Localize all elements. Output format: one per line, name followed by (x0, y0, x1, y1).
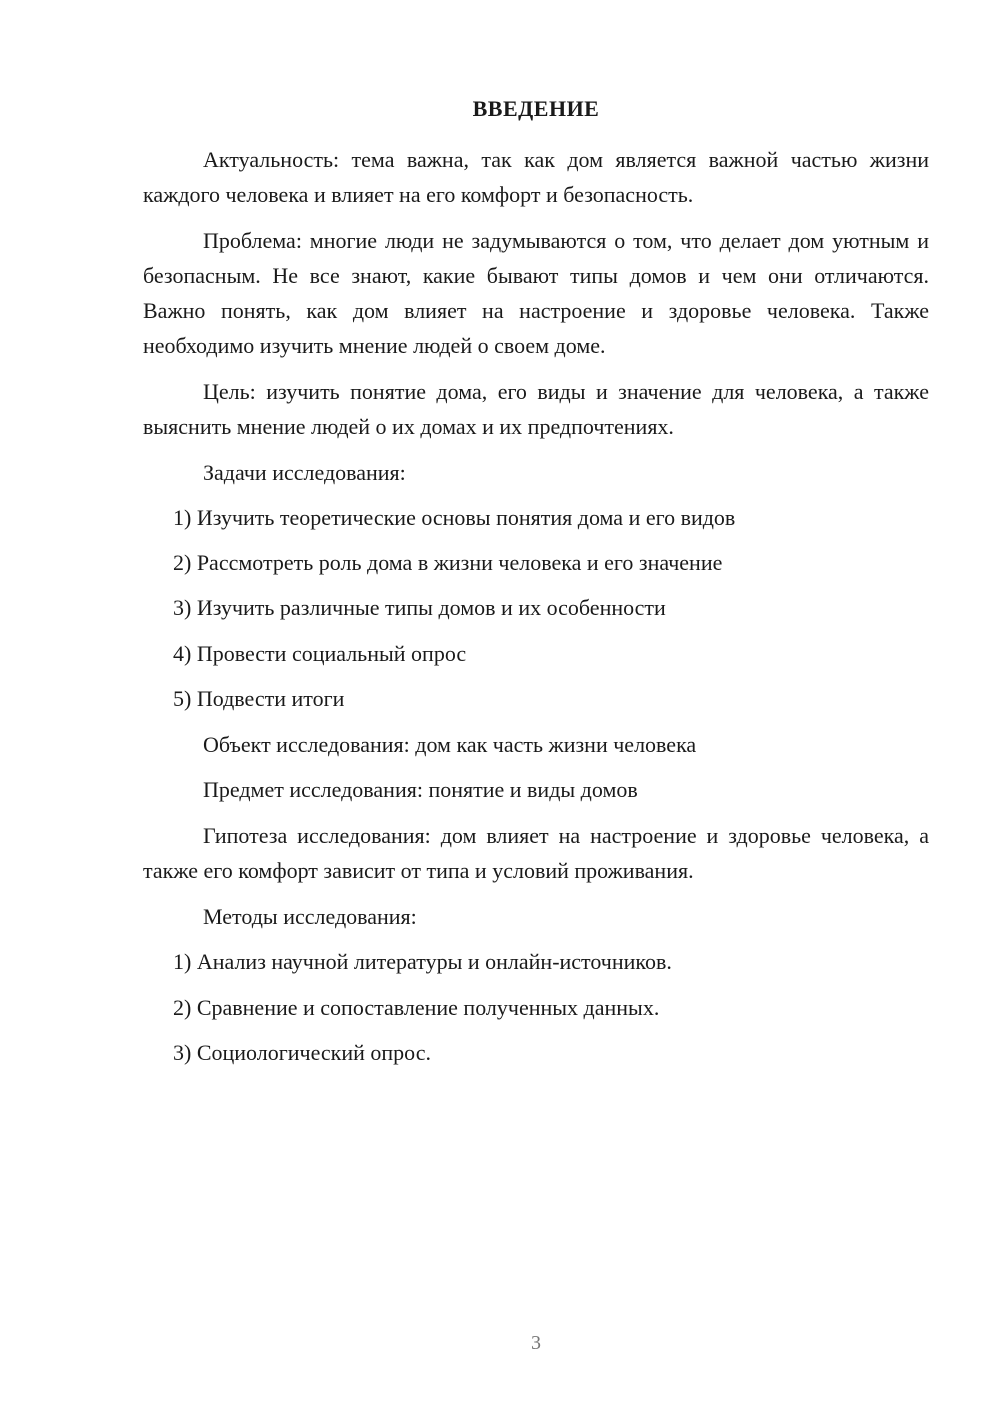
hypothesis-text: Гипотеза исследования: дом влияет на настроение и здоровье человека, а также его комфорт зависит от типа и условий проживания. (143, 823, 929, 883)
subject-text: Предмет исследования: понятие и виды домов (203, 777, 638, 802)
methods-heading: Методы исследования: (203, 904, 417, 929)
task-item: 4) Провести социальный опрос (173, 641, 467, 666)
method-item-block (143, 990, 929, 1025)
task-item-block (143, 590, 929, 625)
task-item: 3) Изучить различные типы домов и их особенности (173, 595, 666, 620)
task-item: 1) Изучить теоретические основы понятия дома и его видов (173, 505, 736, 530)
methods-heading-block (143, 899, 929, 934)
object-block (143, 727, 929, 762)
method-item-block (143, 1035, 929, 1070)
task-item: 5) Подвести итоги (173, 686, 345, 711)
task-item-block (143, 500, 929, 535)
method-item: 2) Сравнение и сопоставление полученных данных. (173, 995, 660, 1020)
tasks-heading-block (143, 455, 929, 490)
method-item: 3) Социологический опрос. (173, 1040, 431, 1065)
problem-paragraph (143, 223, 929, 363)
task-item-block (143, 681, 929, 716)
task-item: 2) Рассмотреть роль дома в жизни человека и его значение (173, 550, 723, 575)
hypothesis-paragraph (143, 818, 929, 888)
task-item-block (143, 545, 929, 580)
task-item-block (143, 636, 929, 671)
page-title: ВВЕДЕНИЕ (472, 96, 600, 121)
relevance-text: Актуальность: тема важна, так как дом является важной частью жизни каждого человека и влияет на его комфорт и безопасность. (143, 147, 929, 207)
object-text: Объект исследования: дом как часть жизни человека (203, 732, 697, 757)
page-number: 3 (531, 1332, 541, 1354)
problem-text: Проблема: многие люди не задумываются о том, что делает дом уютным и безопасным. Не все знают, какие бывают типы домов и чем они отличаются. Важно понять, как дом влияет на настроение и здоровье человека. Также необходимо изучить мнение людей о своем доме. (143, 228, 929, 358)
method-item-block (143, 944, 929, 979)
subject-block (143, 772, 929, 807)
goal-text: Цель: изучить понятие дома, его виды и значение для человека, а также выяснить мнение людей о их домах и их предпочтениях. (143, 379, 929, 439)
tasks-heading: Задачи исследования: (203, 460, 406, 485)
goal-paragraph (143, 374, 929, 444)
method-item: 1) Анализ научной литературы и онлайн-источников. (173, 949, 672, 974)
relevance-paragraph (143, 142, 929, 212)
